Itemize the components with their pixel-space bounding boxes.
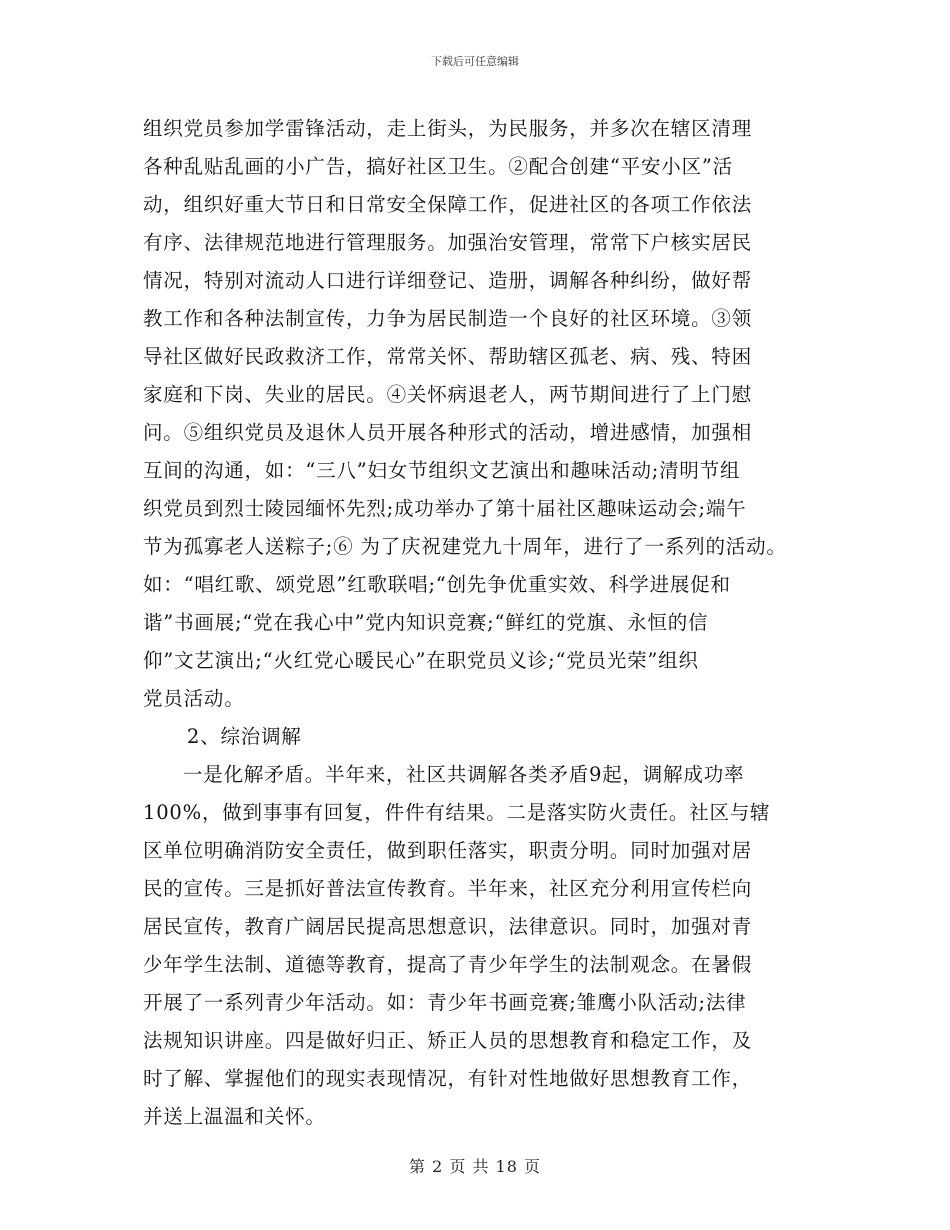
section-line: 居民宣传，教育广阔居民提高思想意识，法律意识。同时，加强对青: [143, 915, 753, 938]
body-line: 组织党员参加学雷锋活动，走上街头，为民服务，并多次在辖区清理: [143, 117, 753, 140]
section-line: 民的宣传。三是抓好普法宣传教育。半年来，社区充分利用宣传栏向: [143, 877, 753, 900]
body-line: 谐”书画展;“党在我心中”党内知识竞赛;“鲜红的党旗、永恒的信: [143, 611, 709, 634]
body-line: 织党员到烈士陵园缅怀先烈;成功举办了第十届社区趣味运动会;端午: [143, 497, 747, 520]
body-line: 各种乱贴乱画的小广告，搞好社区卫生。②配合创建“平安小区”活: [143, 155, 733, 178]
body-line: 有序、法律规范地进行管理服务。加强治安管理，常常下户核实居民: [143, 231, 753, 254]
body-line: 家庭和下岗、失业的居民。④关怀病退老人，两节期间进行了上门慰: [143, 383, 753, 406]
section-line: 开展了一系列青少年活动。如：青少年书画竞赛;雏鹰小队活动;法律: [143, 991, 747, 1014]
body-line: 仰”文艺演出;“火红党心暖民心”在职党员义诊;“党员光荣”组织: [143, 649, 699, 672]
body-line: 互间的沟通，如：“三八”妇女节组织文艺演出和趣味活动;清明节组: [143, 459, 741, 482]
body-line: 教工作和各种法制宣传，力争为居民制造一个良好的社区环境。③领: [143, 307, 753, 330]
body-line: 党员活动。: [143, 687, 245, 710]
section-line: 区单位明确消防安全责任，做到职任落实，职责分明。同时加强对居: [143, 839, 753, 862]
page-number: 第 2 页 共 18 页: [409, 1157, 541, 1176]
page-header: 下载后可任意编辑: [431, 55, 519, 68]
body-line: 节为孤寡老人送粽子;⑥ 为了庆祝建党九十周年，进行了一系列的活动。: [143, 535, 787, 558]
section-line: 并送上温温和关怀。: [143, 1105, 326, 1128]
section-line: 法规知识讲座。四是做好归正、矫正人员的思想教育和稳定工作，及: [143, 1029, 753, 1052]
section-line: 一是化解矛盾。半年来，社区共调解各类矛盾9起，调解成功率: [183, 763, 745, 786]
body-line: 导社区做好民政救济工作，常常关怀、帮助辖区孤老、病、残、特困: [143, 345, 753, 368]
body-line: 如：“唱红歌、颂党恩”红歌联唱;“创先争优重实效、科学进展促和: [143, 573, 731, 596]
body-line: 情况，特别对流动人口进行详细登记、造册，调解各种纠纷，做好帮: [143, 269, 753, 292]
section-line: 100%，做到事事有回复，件件有结果。二是落实防火责任。社区与辖: [143, 801, 771, 824]
document-body: [143, 110, 823, 1136]
section-line: 少年学生法制、道德等教育，提高了青少年学生的法制观念。在暑假: [143, 953, 753, 976]
body-line: 问。⑤组织党员及退休人员开展各种形式的活动，增进感情，加强相: [143, 421, 753, 444]
section-line: 时了解、掌握他们的现实表现情况，有针对性地做好思想教育工作，: [143, 1067, 753, 1090]
section-heading: 2、综治调解: [187, 725, 302, 748]
body-line: 动，组织好重大节日和日常安全保障工作，促进社区的各项工作依法: [143, 193, 753, 216]
